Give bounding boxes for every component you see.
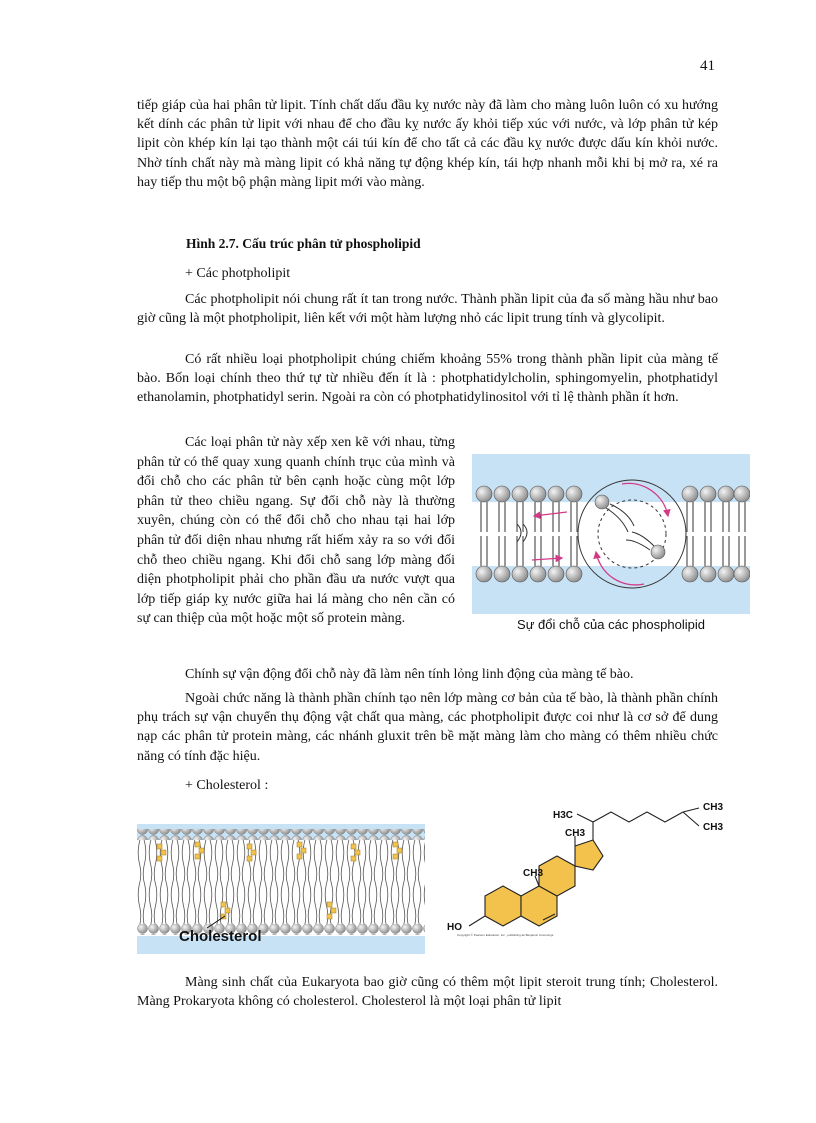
heading-phospholipid: + Các photpholipit <box>185 266 291 281</box>
cholesterol-structure-figure <box>425 800 745 950</box>
figure-credit: Copyright © Pearson Education, Inc., publishing as Benjamin Cummings. <box>457 933 555 937</box>
phospholipid-movement-figure <box>472 454 750 643</box>
paragraph-phospholipid-functions: Ngoài chức năng là thành phần chính tạo nên lớp màng cơ bản của tế bào, là thành phần chính phụ trách sự vận chuyển thụ động vật chất qua màng, các photpholipit được coi như là cơ sở để dung nạp các phân tử protein màng, các nhánh gluxit trên bề mặt màng làm cho màng có thêm nhiều chức năng có tính đặc hiệu. <box>137 691 718 764</box>
paragraph-fluidity: Chính sự vận động đổi chỗ này đã làm nên tính lỏng linh động của màng tế bào. <box>185 667 634 682</box>
h3c-label: H3C <box>553 810 574 821</box>
top-heads <box>137 829 425 840</box>
bottom-tails <box>137 882 425 924</box>
paragraph-phospholipid-solubility: Các photpholipit nói chung rất ít tan trong nước. Thành phần lipit của đa số màng hầu như bao giờ cũng là một photpholipit, liên kết với một hàm lượng nhỏ các lipit trung tính và glycolipit. <box>137 292 718 327</box>
paragraph-phospholipid-types: Có rất nhiều loại photpholipit chúng chiếm khoảng 55% trong thành phần lipit của màng tế bào. Bốn loại chính theo thứ tự từ nhiều đến ít là : photphatidylcholin, sphingomyelin, photphatidyl ethanolamin, photphatidyl serin. Ngoài ra còn có photphatidylinositol với tỉ lệ thành phần ít hơn. <box>137 352 718 406</box>
ring-a <box>485 886 521 926</box>
figure-caption-phospholipid: Hình 2.7. Cấu trúc phân tử phospholipid <box>186 236 421 251</box>
paragraph-phospholipid-flipflop: Các loại phân tử này xếp xen kẽ với nhau, từng phân tử có thể quay xung quanh chính trục của mình và đổi chỗ cho các phân tử bên cạnh hoặc cùng một lớp phân tử theo chiều ngang. Sự đổi chỗ này là thường xuyên, chúng còn có thể đổi chỗ cho nhau tại hai lớp phân tử đối diện nhau nhưng rất hiếm xảy ra so với đổi chỗ theo chiều ngang. Khi đổi chỗ sang lớp màng đối diện photpholipit phải cho phần đầu ưa nước vượt qua lớp tiếp giáp kỵ nước giữa hai lá màng cho nên cần có sự can thiệp của một hoặc một số protein màng. <box>137 435 455 627</box>
ch3-label-top-right: CH3 <box>703 802 724 813</box>
rotating-head-2 <box>651 545 665 559</box>
paragraph-cholesterol: Màng sinh chất của Eukaryota bao giờ cũng có thêm một lipit steroit trung tính; Cholesterol. Màng Prokaryota không có cholesterol. Cholesterol là một loại phân tử lipit <box>137 975 718 1010</box>
ch3-label-ring-b: CH3 <box>523 868 544 879</box>
ch3-label-right: CH3 <box>703 822 724 833</box>
top-tails <box>137 840 425 882</box>
paragraph-membrane-closure: tiếp giáp của hai phân tử lipit. Tính chất dấu đầu kỵ nước này đã làm cho màng luôn luôn có xu hướng kết dính các phân tử lipit với nhau để cho đầu kỵ nước ấy khỏi tiếp xúc với nước, và lớp phân tử kép lipit còn khép kín lại tạo thành một cái túi kín để cho tất cả các đầu kỵ nước được dấu kín khỏi nước. Nhờ tính chất này mà màng lipit có khả năng tự động khép kín, tái hợp nhanh mỗi khi bị mở ra, xé ra hay tiếp thu một bộ phận màng lipit mới vào màng. <box>137 98 718 190</box>
figure1-caption: Sự đổi chỗ của các phospholipid <box>517 617 705 632</box>
rotating-head <box>595 495 609 509</box>
page-number: 41 <box>700 58 715 74</box>
cholesterol-label: Cholesterol <box>179 928 262 945</box>
steroid-rings <box>485 840 603 926</box>
ho-label: HO <box>447 922 462 933</box>
ring-d <box>575 840 603 870</box>
ch3-label-ring: CH3 <box>565 828 586 839</box>
heading-cholesterol: + Cholesterol : <box>185 778 269 793</box>
